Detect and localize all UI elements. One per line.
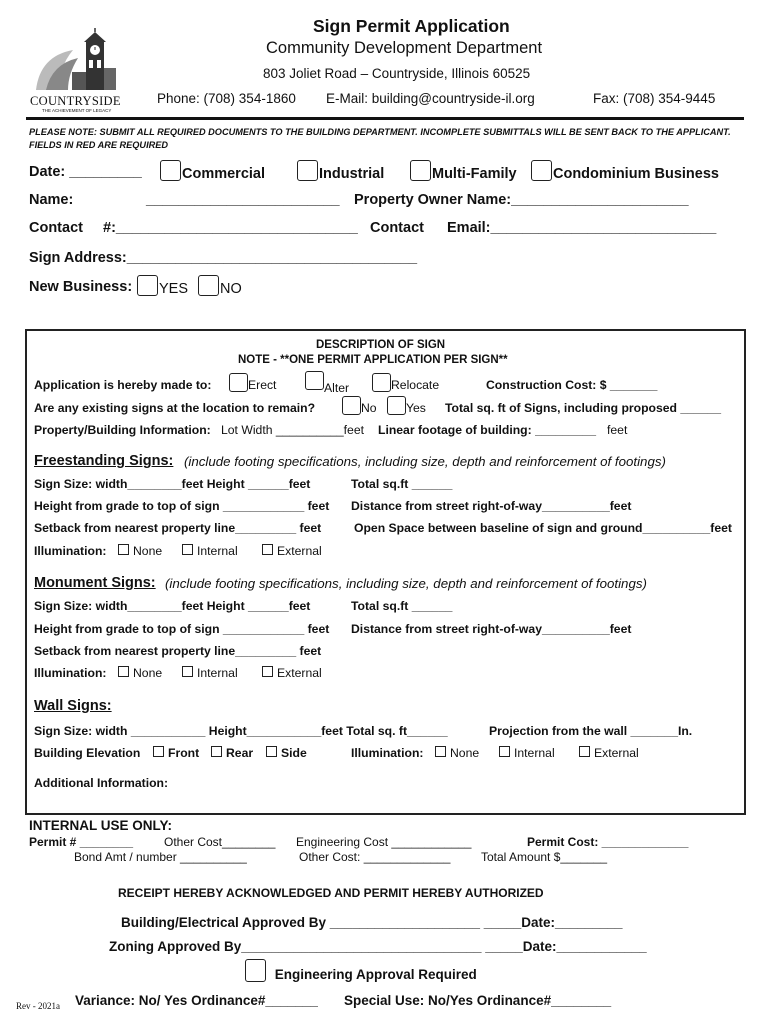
monument-size-field[interactable]: Sign Size: width________feet Height ______feet [34,599,311,613]
variance-field[interactable]: Variance: No/ Yes Ordinance#_______ [75,993,318,1008]
monument-illumination-label: Illumination: [34,666,107,680]
contact-number-field[interactable]: #:______________________________ [103,220,358,236]
receipt-acknowledgement: RECEIPT HEREBY ACKNOWLEDGED AND PERMIT HEREBY AUTHORIZED [118,886,544,900]
monument-title: Monument Signs: [34,575,156,591]
erect-checkbox[interactable] [229,373,248,392]
existing-no-checkbox[interactable] [342,396,361,415]
countryside-logo [28,28,128,114]
relocate-checkbox[interactable] [372,373,391,392]
phone: Phone: (708) 354-1860 [157,91,296,106]
name-label: Name: [29,192,74,208]
freestanding-illum-internal[interactable]: Internal [182,544,238,558]
commercial-checkbox[interactable] [160,160,181,181]
engineering-checkbox[interactable] [245,959,266,982]
checkbox-icon[interactable] [118,544,129,555]
engineering-approval[interactable]: Engineering Approval Required [245,959,477,982]
additional-info-label[interactable]: Additional Information: [34,776,169,790]
checkbox-icon[interactable] [153,746,164,757]
new-business-label: New Business: [29,279,133,295]
freestanding-open-space-field[interactable]: Open Space between baseline of sign and ground__________feet [354,521,732,535]
total-sq-field[interactable]: Total sq. ft of Signs, including proposed ______ [445,401,722,415]
application-label: Application is hereby made to: [34,378,212,392]
name-field[interactable]: ________________________ [146,192,340,208]
permit-number-field[interactable]: Permit # ________ [29,835,134,849]
existing-yes-checkbox[interactable] [387,396,406,415]
freestanding-distance-field[interactable]: Distance from street right-of-way__________feet [351,499,632,513]
wall-elevation-label: Building Elevation [34,746,141,760]
type-industrial[interactable]: Industrial [297,160,384,182]
alter-checkbox[interactable] [305,371,324,390]
checkbox-icon[interactable] [262,544,273,555]
monument-illum-external[interactable]: External [262,666,322,680]
existing-yes[interactable]: Yes [387,396,426,415]
linear-footage-field[interactable]: Linear footage of building: _________ [378,423,597,437]
wall-illum-none[interactable]: None [435,746,479,760]
contact-email-label: Contact [370,220,424,236]
email: E-Mail: building@countryside-il.org [326,91,535,106]
type-multifamily[interactable]: Multi-Family [410,160,517,182]
multifamily-checkbox[interactable] [410,160,431,181]
wall-elevation-front[interactable]: Front [153,746,199,760]
logo-text: COUNTRYSIDE [30,94,121,108]
owner-name-field[interactable]: Property Owner Name:______________________ [354,192,689,208]
wall-title: Wall Signs: [34,698,112,714]
sign-address-field[interactable]: Sign Address:____________________________________ [29,250,418,266]
monument-setback-field[interactable]: Setback from nearest property line_________ feet [34,644,322,658]
option-erect[interactable]: Erect [229,373,276,392]
linear-footage-unit: feet [607,423,628,437]
checkbox-icon[interactable] [266,746,277,757]
checkbox-icon[interactable] [435,746,446,757]
checkbox-icon[interactable] [182,666,193,677]
wall-elevation-rear[interactable]: Rear [211,746,253,760]
fax: Fax: (708) 354-9445 [593,91,716,106]
option-alter[interactable]: Alter [305,371,349,395]
wall-illumination-label: Illumination: [351,746,424,760]
freestanding-illum-none[interactable]: None [118,544,162,558]
wall-elevation-side[interactable]: Side [266,746,307,760]
wall-size-field[interactable]: Sign Size: width ___________ Height___________feet Total sq. ft______ [34,724,448,738]
no-checkbox[interactable] [198,275,219,296]
department: Community Development Department [266,39,543,57]
industrial-checkbox[interactable] [297,160,318,181]
freestanding-note: (include footing specifications, including size, depth and reinforcement of footings) [184,454,666,469]
contact-email-field[interactable]: Email:____________________________ [447,220,717,236]
bond-amount-field[interactable]: Bond Amt / number __________ [74,850,247,864]
wall-illum-internal[interactable]: Internal [499,746,555,760]
existing-signs-label: Are any existing signs at the location to remain? [34,401,316,415]
header-divider [26,117,744,120]
freestanding-illumination-label: Illumination: [34,544,107,558]
monument-height-field[interactable]: Height from grade to top of sign ____________ feet [34,622,330,636]
internal-use-title: INTERNAL USE ONLY: [29,818,173,833]
page-title: Sign Permit Application [313,16,510,36]
description-title: DESCRIPTION OF SIGN [316,339,446,351]
description-note: NOTE - **ONE PERMIT APPLICATION PER SIGN** [238,354,508,366]
option-relocate[interactable]: Relocate [372,373,439,392]
building-approval-field[interactable]: Building/Electrical Approved By ____________________ _____Date:_________ [121,915,623,930]
freestanding-total-field[interactable]: Total sq.ft ______ [351,477,453,491]
monument-note: (include footing specifications, including size, depth and reinforcement of footings) [165,576,647,591]
lot-width-field[interactable]: Lot Width __________feet [221,423,364,437]
freestanding-size-field[interactable]: Sign Size: width________feet Height ______feet [34,477,311,491]
monument-illum-internal[interactable]: Internal [182,666,238,680]
logo-subtext: THE ACHIEVEMENT OF LEGACY [42,108,112,113]
address: 803 Joliet Road – Countryside, Illinois 60525 [263,66,531,81]
total-amount-field[interactable]: Total Amount $_______ [481,850,608,864]
special-use-field[interactable]: Special Use: No/Yes Ordinance#________ [344,993,612,1008]
engineering-cost-field[interactable]: Engineering Cost ____________ [296,835,472,849]
revision-label: Rev - 2021a [16,1001,60,1011]
yes-checkbox[interactable] [137,275,158,296]
checkbox-icon[interactable] [211,746,222,757]
freestanding-setback-field[interactable]: Setback from nearest property line_________ feet [34,521,322,535]
freestanding-title: Freestanding Signs: [34,453,174,469]
existing-no[interactable]: No [342,396,377,415]
type-condominium[interactable]: Condominium Business [531,160,719,182]
wall-projection-field[interactable]: Projection from the wall _______In. [489,724,693,738]
wall-illum-external[interactable]: External [579,746,639,760]
freestanding-height-field[interactable]: Height from grade to top of sign ____________ feet [34,499,330,513]
monument-total-field[interactable]: Total sq.ft ______ [351,599,453,613]
checkbox-icon[interactable] [118,666,129,677]
new-business-yes[interactable]: YES [137,275,188,297]
date-field[interactable]: Date: _________ [29,164,142,180]
checkbox-icon[interactable] [182,544,193,555]
other-cost-field[interactable]: Other Cost________ [164,835,276,849]
notice: PLEASE NOTE: SUBMIT ALL REQUIRED DOCUMENTS TO THE BUILDING DEPARTMENT. INCOMPLETE SUBMITTALS WILL BE SENT BACK TO THE APPLICANT. FIELDS IN RED ARE REQUIRED [29,127,731,150]
checkbox-icon[interactable] [262,666,273,677]
checkbox-icon[interactable] [579,746,590,757]
freestanding-illum-external[interactable]: External [262,544,322,558]
other-cost-2-field[interactable]: Other Cost: _____________ [299,850,451,864]
type-commercial[interactable]: Commercial [160,160,265,182]
property-info-label: Property/Building Information: [34,423,211,437]
logo-tower-icon [28,28,128,98]
monument-illum-none[interactable]: None [118,666,162,680]
construction-cost-field[interactable]: Construction Cost: $ _______ [486,378,658,392]
zoning-approval-field[interactable]: Zoning Approved By________________________________ _____Date:____________ [109,939,647,954]
monument-distance-field[interactable]: Distance from street right-of-way__________feet [351,622,632,636]
new-business-no[interactable]: NO [198,275,242,297]
contact-label: Contact [29,220,83,236]
condominium-checkbox[interactable] [531,160,552,181]
checkbox-icon[interactable] [499,746,510,757]
permit-cost-field[interactable]: Permit Cost: _____________ [527,835,689,849]
